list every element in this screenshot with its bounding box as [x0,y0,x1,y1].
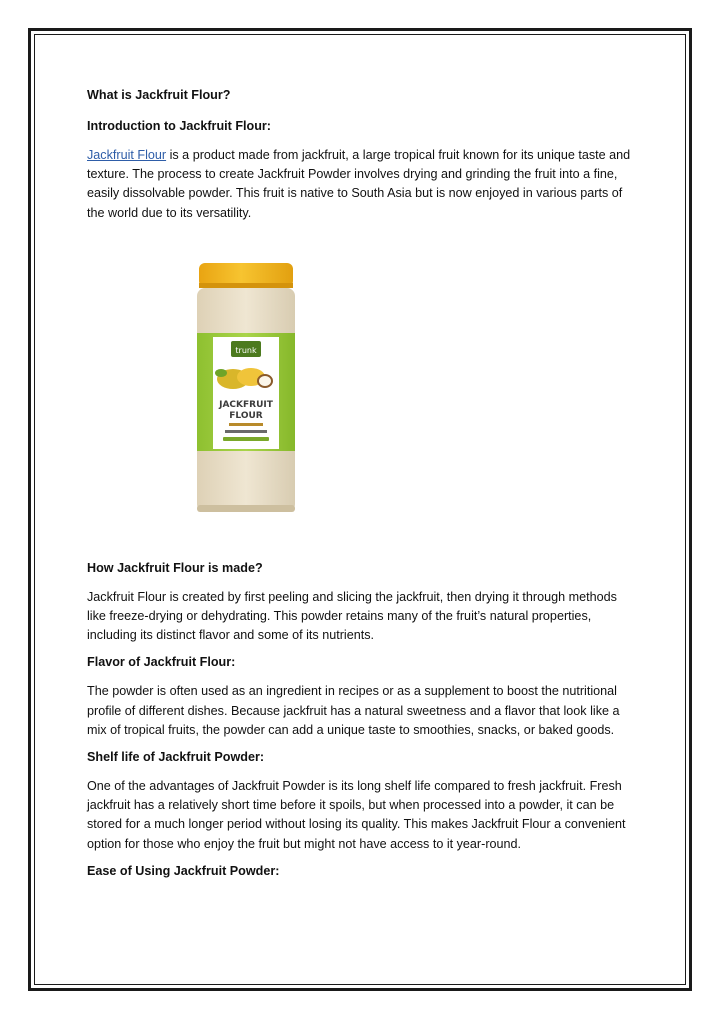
jackfruit-flour-link[interactable]: Jackfruit Flour [87,148,167,162]
jackfruit-flour-jar-image [191,261,301,515]
heading-ease-of-use: Ease of Using Jackfruit Powder: [87,863,280,878]
intro-text: is a product made from jackfruit, a large tropical fruit known for its unique taste and texture. The process to create Jackfruit Powder involves drying and grinding the fruit into a fine, easily dissolvable powder. This fruit is native to South Asia but is now enjoyed in various parts of the world due to its versatility. [87,148,631,220]
paragraph-how-made: Jackfruit Flour is created by first peeling and slicing the jackfruit, then drying it through methods like freeze-drying or dehydrating. This powder retains many of the fruit’s natural properties, including its distinct flavor and some of its nutrients. [87,589,617,643]
paragraph-introduction [87,146,635,223]
svg-text:trunk: trunk [235,345,257,355]
heading-how-made: How Jackfruit Flour is made? [87,560,263,575]
svg-text:FLOUR: FLOUR [229,410,263,421]
document-body [87,86,635,881]
heading-shelf-life: Shelf life of Jackfruit Powder: [87,750,265,765]
paragraph-flavor: The powder is often used as an ingredient in recipes or as a supplement to boost the nutritional profile of different dishes. Because jackfruit has a natural sweetness and a flavor that look like a mix of tropical fruits, the powder can add a unique taste to smoothies, snacks, or baked goods. [87,684,620,737]
product-image [191,261,301,515]
heading-flavor: Flavor of Jackfruit Flour: [87,655,236,670]
heading-introduction: Introduction to Jackfruit Flour: [87,119,271,133]
svg-text:JACKFRUIT: JACKFRUIT [219,399,273,410]
heading-what-is: What is Jackfruit Flour? [87,88,231,102]
paragraph-shelf-life: One of the advantages of Jackfruit Powder is its long shelf life compared to fresh jackfruit. Fresh jackfruit has a relatively short time before it spoils, but when processed into a powder, it can be stored for a much longer period without losing its quality. This makes Jackfruit Flour a convenient option for those who enjoy the fruit but might not have access to it year-round. [87,779,626,851]
